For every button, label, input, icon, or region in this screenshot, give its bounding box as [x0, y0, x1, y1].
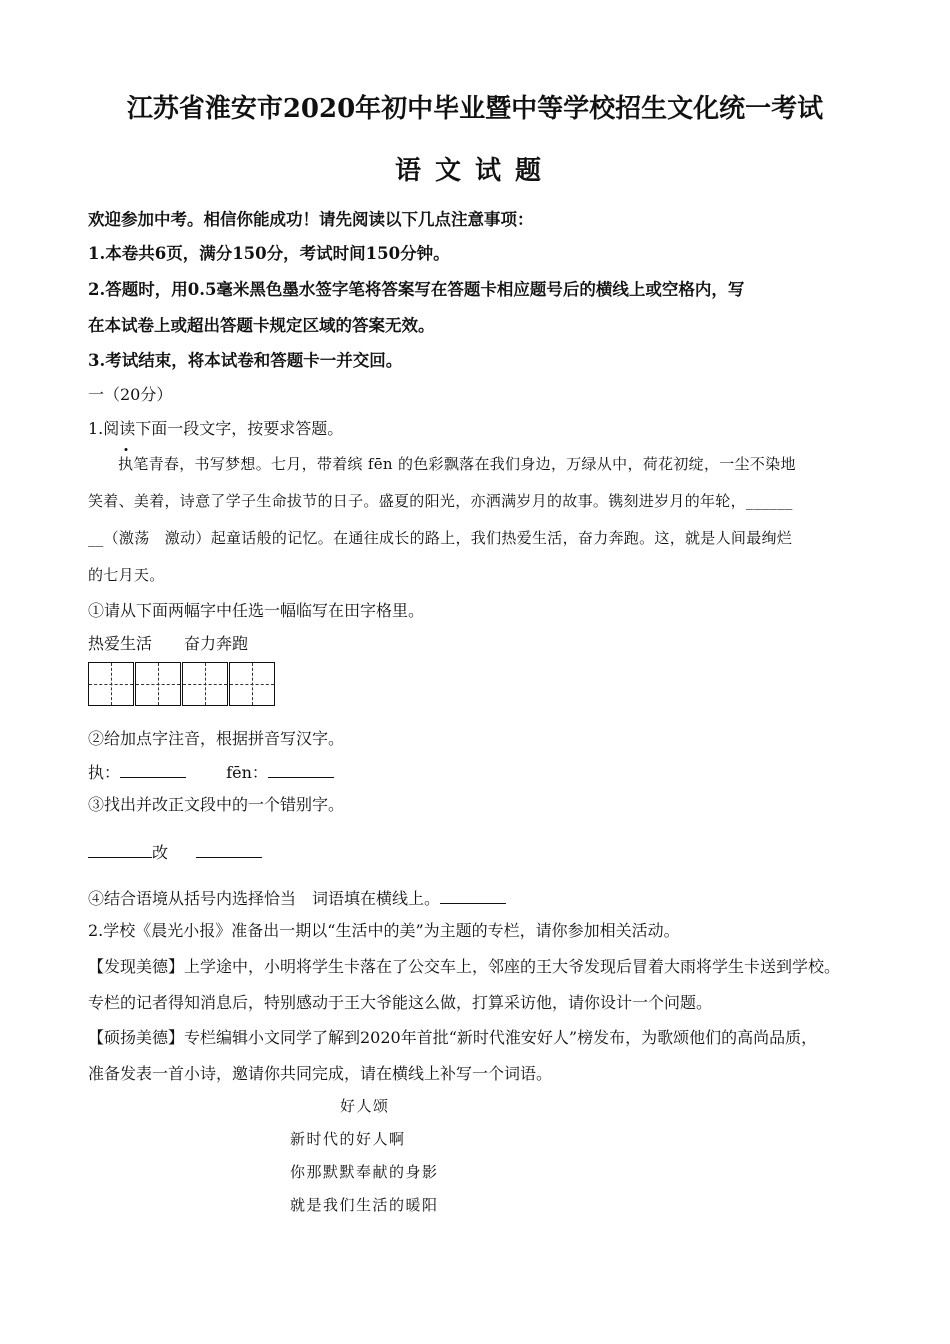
exam-subtitle: 语文试题 — [394, 156, 555, 186]
answer-blank[interactable] — [268, 763, 334, 778]
promote-line-2: 准备发表一首小诗，邀请你共同完成，请在横线上补写一个词语。 — [88, 1064, 553, 1083]
exam-title: 江苏省淮安市2020年初中毕业暨中等学校招生文化统一考试 — [126, 94, 824, 124]
answer-blank[interactable] — [196, 843, 262, 858]
notice-intro: 欢迎参加中考。相信你能成功！请先阅读以下几点注意事项： — [88, 210, 534, 229]
subquestion-2-answers — [88, 760, 334, 783]
correction-label: 改 — [152, 843, 169, 862]
promote-line-1: 【硕扬美德】专栏编辑小文同学了解到2020年首批“新时代淮安好人”榜发布，为歌颂他们的高尚品质， — [88, 1028, 818, 1047]
question-1-prompt: 1.阅读下面一段文字，按要求答题。 — [88, 419, 344, 438]
tianzige-grid — [88, 662, 276, 706]
notice-item-3: 3.考试结束，将本试卷和答题卡一并交回。 — [88, 351, 403, 370]
passage-line-1-rest: 笔青春，书写梦想。七月，带着缤 fēn 的色彩飘落在我们身边，万绿从中，荷花初绽，一尘不染地 — [133, 455, 796, 473]
tianzige-cell[interactable] — [135, 662, 181, 706]
subquestion-3: ③找出并改正文段中的一个错别字。 — [88, 795, 345, 814]
subquestion-4 — [88, 886, 506, 909]
passage-line-3: __（激荡 激动）起童话般的记忆。在通往成长的路上，我们热爱生活，奋力奔跑。这，就是人间最绚烂 — [88, 529, 793, 547]
section-heading: 一（20分） — [88, 385, 173, 404]
answer-blank[interactable] — [440, 889, 506, 904]
notice-item-2-line-1: 2.答题时，用0.5毫米黑色墨水签字笔将答案写在答题卡相应题号后的横线上或空格内，写 — [88, 280, 745, 299]
notice-item-2-line-2: 在本试卷上或超出答题卡规定区域的答案无效。 — [88, 316, 435, 335]
tianzige-cell[interactable] — [229, 662, 275, 706]
poem-title: 好人颂 — [340, 1097, 390, 1115]
character-label: fēn： — [226, 763, 268, 782]
poem-line-3: 就是我们生活的暖阳 — [290, 1196, 439, 1214]
notice-item-1: 1.本卷共6页，满分150分，考试时间150分钟。 — [88, 244, 450, 263]
subquestion-4-text: ④结合语境从括号内选择恰当 词语填在横线上。 — [88, 889, 441, 908]
dotted-character: 执 — [118, 455, 134, 473]
poem-line-1: 新时代的好人啊 — [290, 1130, 406, 1148]
tianzige-cell[interactable] — [182, 662, 228, 706]
answer-blank[interactable] — [88, 843, 152, 858]
discover-line-2: 专栏的记者得知消息后，特别感动于王大爷能这么做，打算采访他，请你设计一个问题。 — [88, 993, 713, 1012]
tianzige-cell[interactable] — [88, 662, 134, 706]
discover-line-1: 【发现美德】上学途中，小明将学生卡落在了公交车上，邻座的王大爷发现后冒着大雨将学生卡送到学校。 — [88, 957, 841, 976]
passage-line-2: 笑着、美着，诗意了学子生命拔节的日子。盛夏的阳光，亦洒满岁月的故事。镌刻进岁月的年轮，______ — [88, 492, 793, 510]
subquestion-3-answers — [88, 840, 262, 863]
subquestion-1: ①请从下面两幅字中任选一幅临写在田字格里。 — [88, 601, 425, 620]
question-2-prompt: 2.学校《晨光小报》准备出一期以“生活中的美”为主题的专栏，请你参加相关活动。 — [88, 921, 680, 940]
answer-blank[interactable] — [120, 763, 186, 778]
passage-line-1 — [118, 453, 796, 474]
pinyin-label: 执： — [88, 763, 121, 782]
poem-line-2: 你那默默奉献的身影 — [290, 1163, 439, 1181]
subquestion-2: ②给加点字注音，根据拼音写汉字。 — [88, 729, 345, 748]
passage-line-4: 的七月天。 — [88, 566, 165, 584]
subquestion-1-options: 热爱生活 奋力奔跑 — [88, 634, 249, 653]
